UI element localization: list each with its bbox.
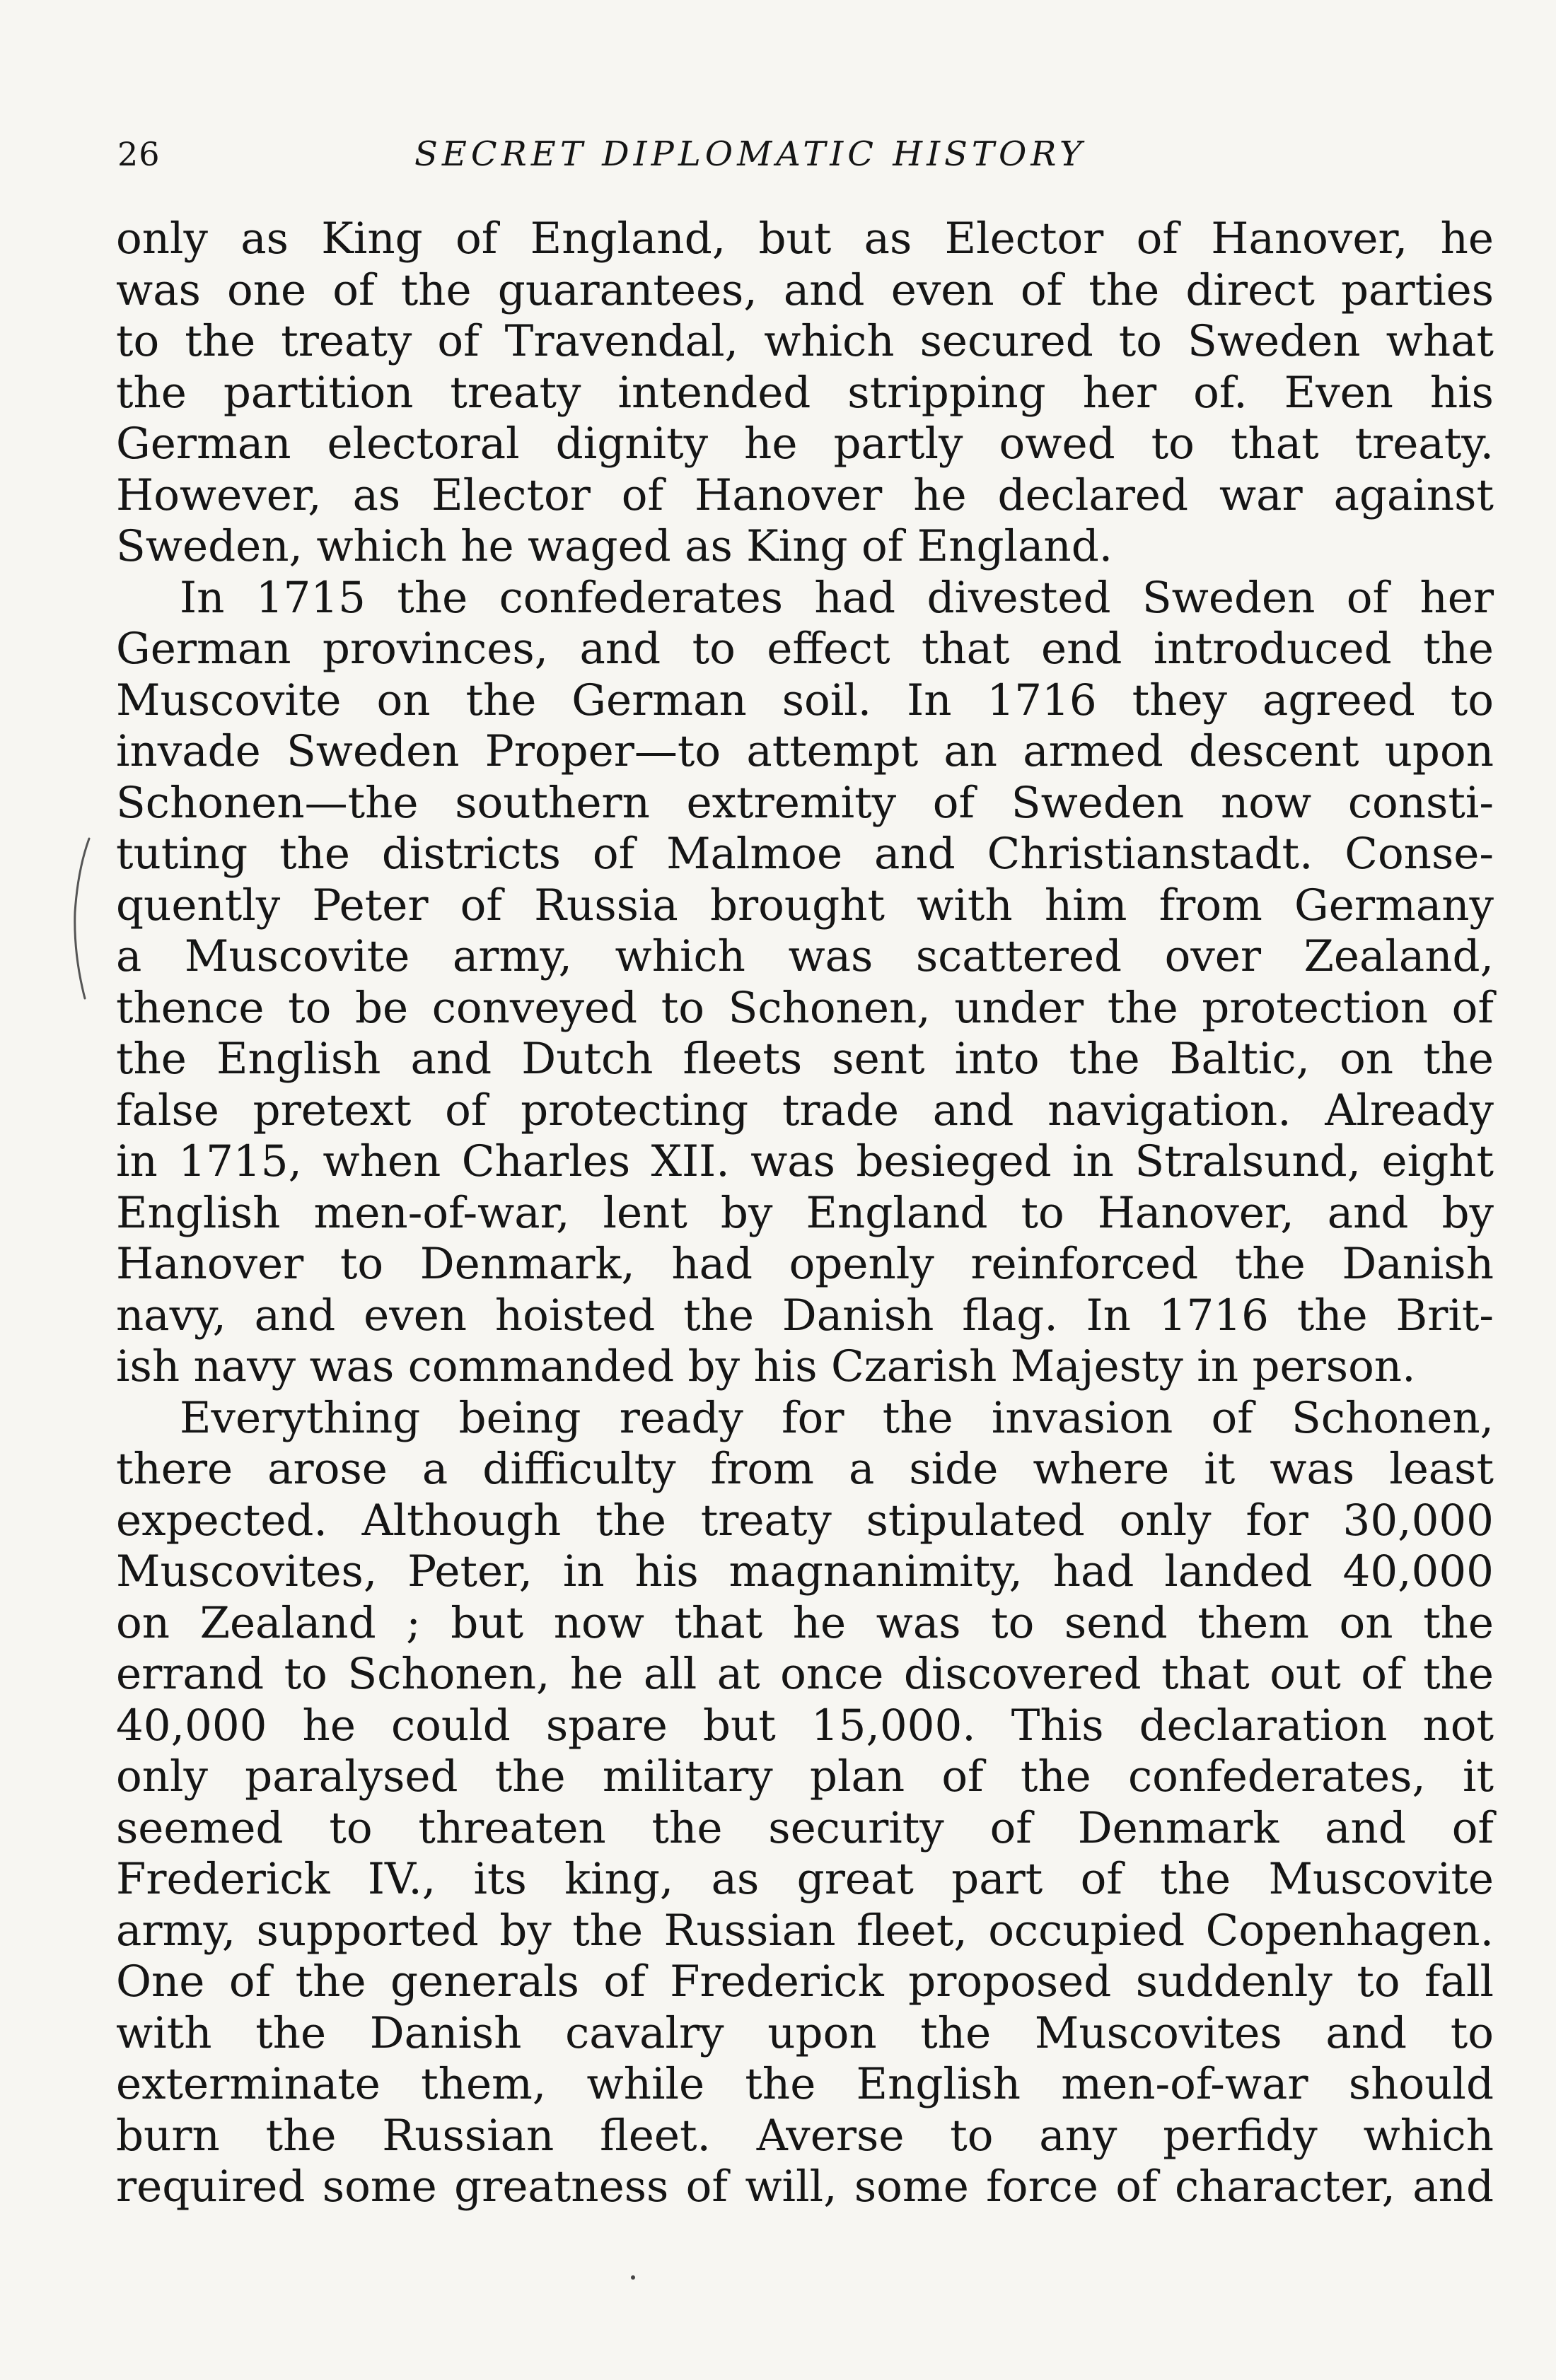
- text-line: One of the generals of Frederick proposed suddenly to fall: [116, 1956, 1494, 2007]
- text-line: Muscovite on the German soil. In 1716 they agreed to: [116, 675, 1494, 725]
- text-line: thence to be conveyed to Schonen, under the protection of: [116, 982, 1494, 1033]
- ink-speck: [631, 2275, 635, 2280]
- text-line: navy, and even hoisted the Danish flag. In 1716 the Brit-: [116, 1290, 1494, 1341]
- text-line: only paralysed the military plan of the confederates, it: [116, 1751, 1494, 1802]
- text-line: army, supported by the Russian fleet, occupied Copenhagen.: [116, 1905, 1494, 1956]
- page-number: 26: [117, 135, 161, 173]
- text-line: Muscovites, Peter, in his magnanimity, had landed 40,000: [116, 1546, 1494, 1597]
- text-line: the English and Dutch fleets sent into the Baltic, on the: [116, 1034, 1494, 1084]
- text-line: the partition treaty intended stripping her of. Even his: [116, 367, 1494, 418]
- text-line: exterminate them, while the English men-of-war should: [116, 2059, 1494, 2109]
- body-text: [116, 214, 1494, 2213]
- text-line: Schonen—the southern extremity of Sweden now consti-: [116, 777, 1494, 828]
- text-line: English men-of-war, lent by England to Hanover, and by: [116, 1187, 1494, 1238]
- text-line: Everything being ready for the invasion of Schonen,: [180, 1392, 1494, 1443]
- text-line: in 1715, when Charles XII. was besieged in Stralsund, eight: [116, 1136, 1494, 1186]
- text-line: to the treaty of Travendal, which secured to Sweden what: [116, 316, 1494, 366]
- text-line: errand to Schonen, he all at once discovered that out of the: [116, 1649, 1494, 1699]
- page-header: [117, 126, 1490, 182]
- text-line: tuting the districts of Malmoe and Christianstadt. Conse-: [116, 829, 1494, 879]
- text-line: required some greatness of will, some force of character, and: [116, 2162, 1494, 2212]
- margin-pencil-mark: [68, 834, 96, 1004]
- text-line: burn the Russian fleet. Averse to any perfidy which: [116, 2110, 1494, 2161]
- text-line: German provinces, and to effect that end introduced the: [116, 624, 1494, 674]
- text-line: false pretext of protecting trade and navigation. Already: [116, 1085, 1494, 1136]
- text-line: ish navy was commanded by his Czarish Majesty in person.: [116, 1341, 1416, 1392]
- text-line: on Zealand ; but now that he was to send them on the: [116, 1597, 1494, 1648]
- text-line: expected. Although the treaty stipulated only for 30,000: [116, 1495, 1494, 1546]
- text-line: In 1715 the confederates had divested Sweden of her: [180, 572, 1494, 623]
- text-line: only as King of England, but as Elector of Hanover, he: [116, 214, 1494, 264]
- text-line: seemed to threaten the security of Denmark and of: [116, 1802, 1494, 1853]
- text-line: However, as Elector of Hanover he declared war against: [116, 469, 1494, 520]
- text-line: Hanover to Denmark, had openly reinforced the Danish: [116, 1239, 1494, 1289]
- text-line: with the Danish cavalry upon the Muscovites and to: [116, 2007, 1494, 2058]
- text-line: 40,000 he could spare but 15,000. This declaration not: [116, 1700, 1494, 1751]
- text-line: Sweden, which he waged as King of England.: [116, 521, 1113, 571]
- text-line: quently Peter of Russia brought with him from Germany: [116, 880, 1494, 931]
- text-line: invade Sweden Proper—to attempt an armed descent upon: [116, 726, 1494, 776]
- text-line: a Muscovite army, which was scattered over Zealand,: [116, 931, 1494, 981]
- text-line: was one of the guarantees, and even of the direct parties: [116, 264, 1494, 315]
- text-line: there arose a difficulty from a side where it was least: [116, 1444, 1494, 1494]
- text-line: Frederick IV., its king, as great part of the Muscovite: [116, 1854, 1494, 1904]
- running-head: SECRET DIPLOMATIC HISTORY: [414, 134, 1086, 174]
- text-line: German electoral dignity he partly owed to that treaty.: [116, 419, 1494, 469]
